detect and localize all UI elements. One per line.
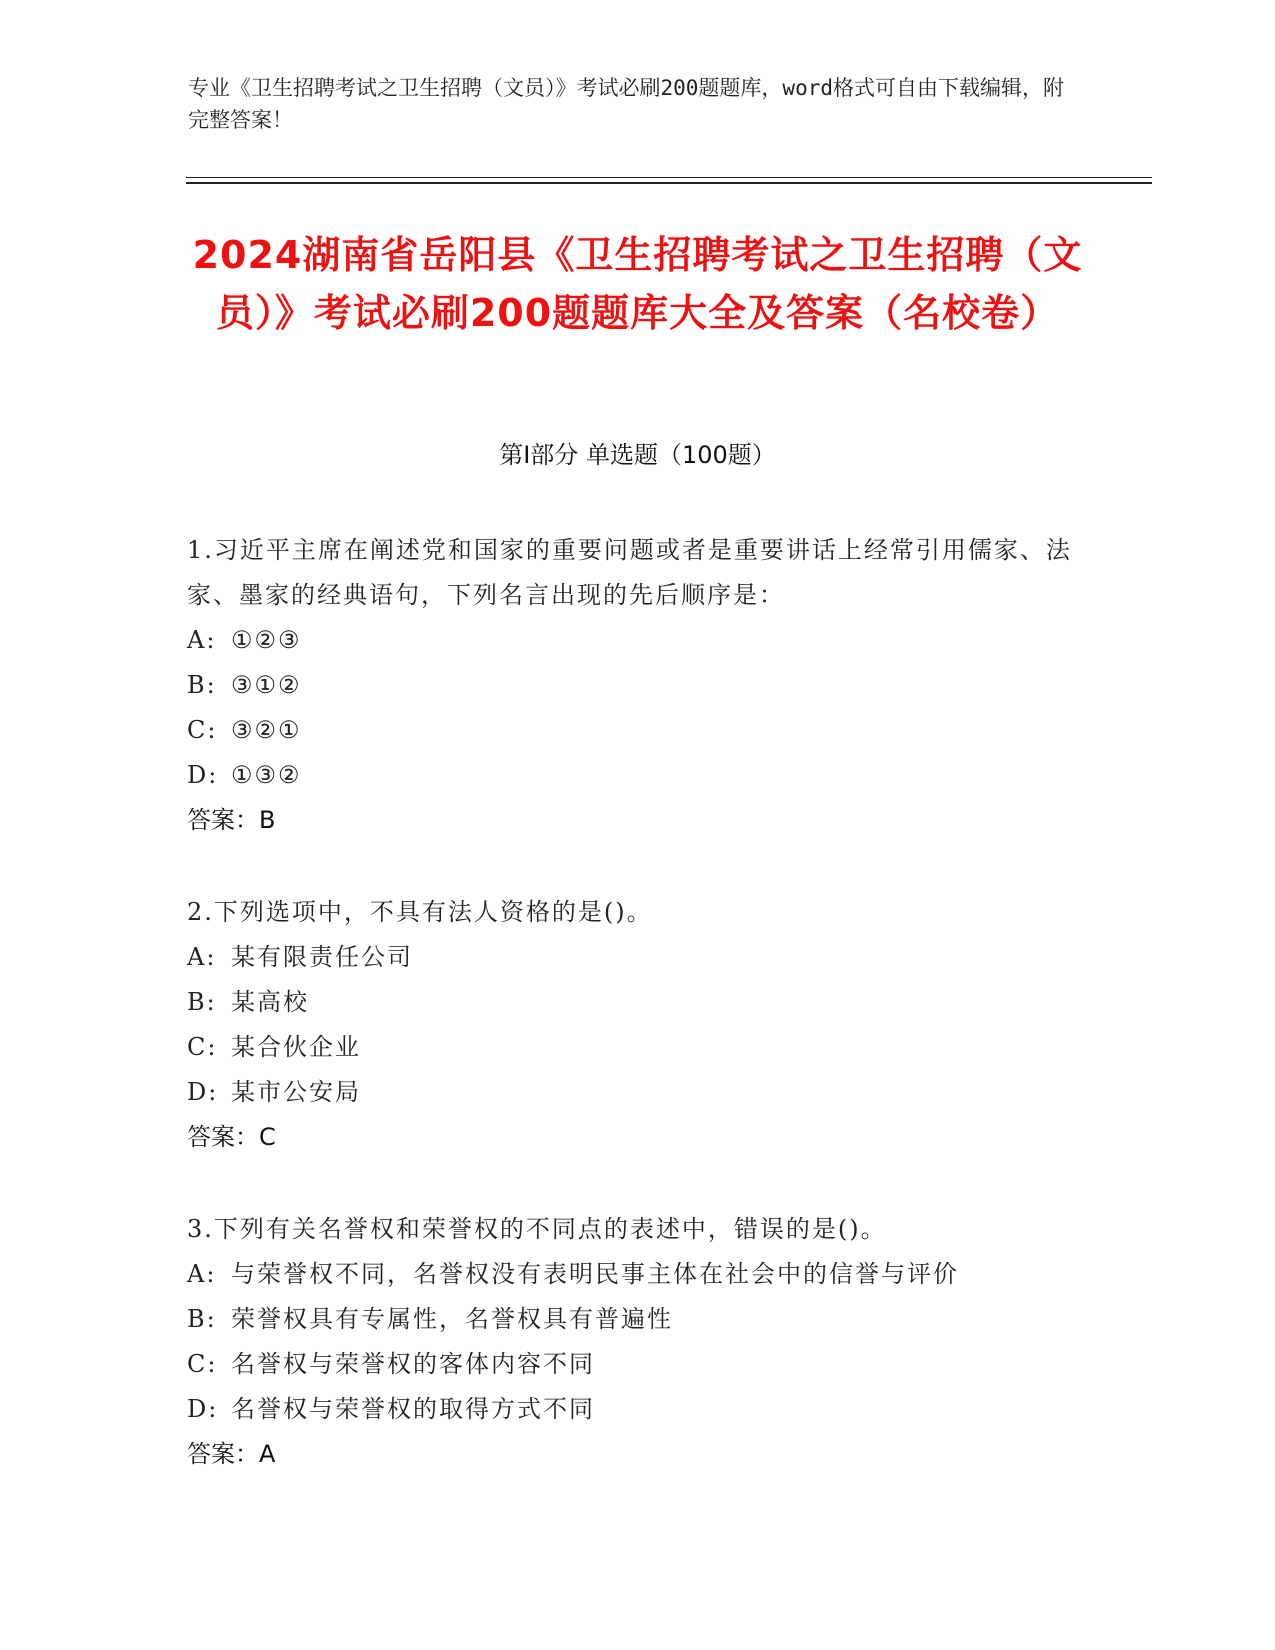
option-key: B: <box>187 1305 217 1333</box>
option-text: ③②① <box>231 716 302 744</box>
option-key: D: <box>187 761 219 789</box>
document-title: 2024湖南省岳阳县《卫生招聘考试之卫生招聘（文员）》考试必刷200题题库大全及答案（名校卷） <box>192 233 1083 335</box>
option-text: 与荣誉权不同，名誉权没有表明民事主体在社会中的信誉与评价 <box>231 1260 959 1288</box>
option-c <box>187 1342 1087 1387</box>
option-key: A: <box>187 943 217 971</box>
section-heading: 第Ⅰ部分 单选题（100题） <box>499 441 776 469</box>
option-text: ①③② <box>231 761 302 789</box>
option-c <box>187 1025 1087 1070</box>
option-text: 某合伙企业 <box>231 1033 361 1061</box>
answer-line: 答案：B <box>187 806 276 834</box>
option-text: 某高校 <box>231 988 309 1016</box>
option-d <box>187 753 1087 798</box>
header-rule-thin <box>186 177 1152 178</box>
header-rule-thick <box>186 182 1152 184</box>
answer-line: 答案：C <box>187 1123 276 1151</box>
option-b <box>187 1297 1087 1342</box>
question-text: 3.下列有关名誉权和荣誉权的不同点的表述中，错误的是()。 <box>187 1215 887 1243</box>
option-key: A: <box>187 1260 217 1288</box>
option-text: 某市公安局 <box>231 1078 361 1106</box>
option-text: 某有限责任公司 <box>231 943 413 971</box>
option-b <box>187 980 1087 1025</box>
option-key: C: <box>187 716 218 744</box>
question-1 <box>187 528 1087 843</box>
question-text: 2.下列选项中，不具有法人资格的是()。 <box>187 898 653 926</box>
option-text: 名誉权与荣誉权的取得方式不同 <box>231 1395 595 1423</box>
question-3 <box>187 1207 1087 1477</box>
option-key: B: <box>187 988 217 1016</box>
option-a <box>187 1252 1087 1297</box>
question-list <box>187 528 1087 1524</box>
option-key: A: <box>187 626 217 654</box>
header-note: 专业《卫生招聘考试之卫生招聘（文员）》考试必刷200题题库，word格式可自由下载编辑，附完整答案！ <box>188 76 1064 132</box>
option-b <box>187 663 1087 708</box>
option-key: D: <box>187 1078 219 1106</box>
option-c <box>187 708 1087 753</box>
option-key: C: <box>187 1033 218 1061</box>
option-d <box>187 1387 1087 1432</box>
option-key: C: <box>187 1350 218 1378</box>
option-text: ③①② <box>231 671 302 699</box>
question-2 <box>187 890 1087 1160</box>
answer-line: 答案：A <box>187 1440 276 1468</box>
option-a <box>187 618 1087 663</box>
option-a <box>187 935 1087 980</box>
option-d <box>187 1070 1087 1115</box>
option-text: ①②③ <box>231 626 302 654</box>
option-text: 荣誉权具有专属性，名誉权具有普遍性 <box>231 1305 673 1333</box>
option-key: B: <box>187 671 217 699</box>
option-key: D: <box>187 1395 219 1423</box>
option-text: 名誉权与荣誉权的客体内容不同 <box>231 1350 595 1378</box>
question-text: 1.习近平主席在阐述党和国家的重要问题或者是重要讲话上经常引用儒家、法家、墨家的经典语句，下列名言出现的先后顺序是： <box>187 536 1072 609</box>
